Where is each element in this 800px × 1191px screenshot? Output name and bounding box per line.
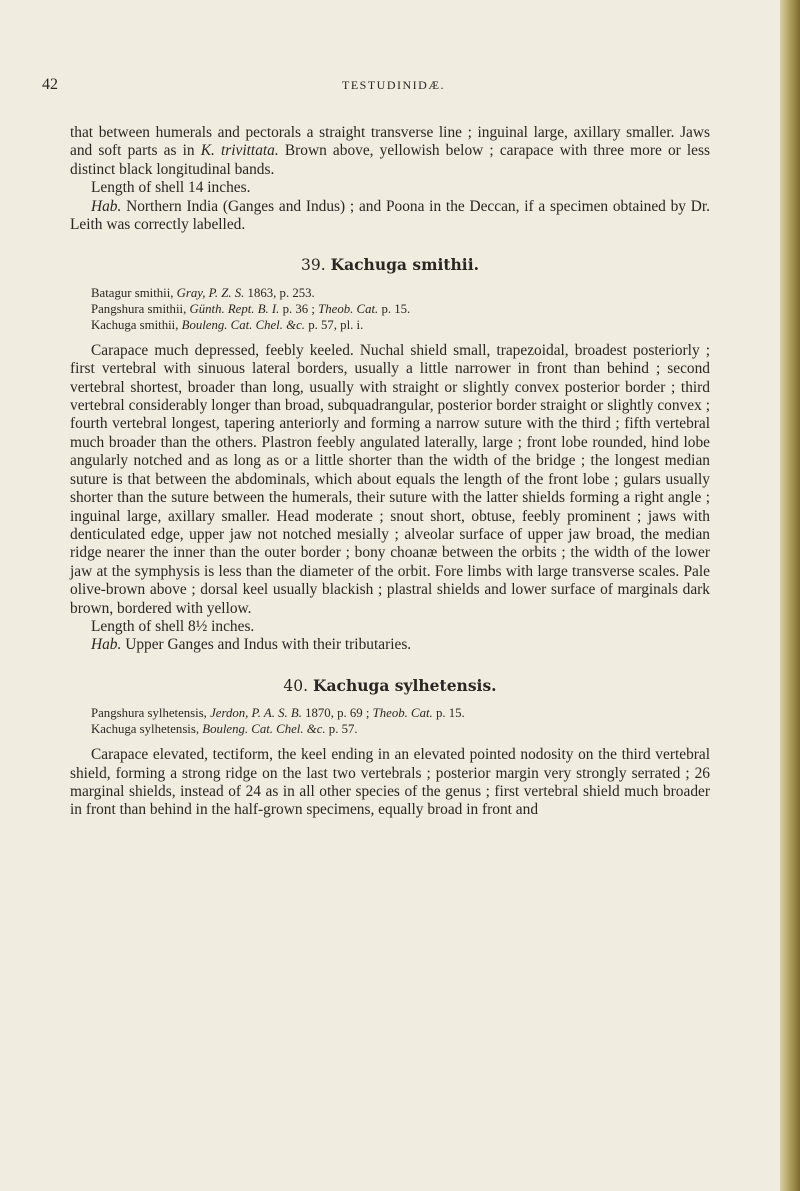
synonym-line: Pangshura smithii, Günth. Rept. B. I. p. 36 ; Theob. Cat. p. 15. [91, 301, 411, 316]
species-39-heading: 39. Kachuga smithii. [301, 255, 479, 275]
synonym-line: Pangshura sylhetensis, Jerdon, P. A. S. B. 1870, p. 69 ; Theob. Cat. p. 15. [91, 706, 465, 721]
genus-reference: K. trivittata. [200, 142, 279, 160]
habitat-paragraph: Hab. Upper Ganges and Indus with their tributaries. [91, 636, 412, 654]
species-39-description: Carapace much depressed, feebly keeled. Nuchal shield small, trapezoidal, broadest posteriorly ; first vertebral with sinuous lateral borders, usually a little narrower in front than behind ; second vertebral shortest, broader than long, usually with straight or slightly convex posterior border ; third vertebral considerably longer than broad, subquadrangular, posterior border straight or slightly convex ; fourth vertebral longest, tapering anteriorly and forming a narrow suture with the third ; fifth vertebral much broader than the others. Plastron feebly angulated laterally, large ; front lobe rounded, hind lobe angularly notched and as long as or a little shorter than the width of the bridge ; the longest median suture is that between the abdominals, which about equals the length of the front lobe ; gulars usually shorter than the suture between the humerals, their suture with the latter shields forming a right angle ; inguinal large, axillary smaller. Head moderate ; snout short, obtuse, feebly prominent ; jaws with denticulated edge, upper jaw not notched mesially ; alveolar surface of upper jaw broad, the median ridge nearer the inner than the outer border ; bony choanæ between the orbits ; the width of the lower jaw at the symphysis is less than the diameter of the orbit. Fore limbs with large transverse scales. Pale olive-brown above ; dorsal keel usually blackish ; plastral shields and lower surface of marginals dark brown, bordered with yellow. [70, 341, 710, 617]
species-40-heading: 40. Kachuga sylhetensis. [283, 675, 497, 695]
habitat-label: Hab. [91, 197, 122, 215]
running-header [0, 76, 790, 96]
synonym-line: Kachuga sylhetensis, Bouleng. Cat. Chel. &c. p. 57. [91, 722, 358, 737]
shell-length: Length of shell 8½ inches. [91, 617, 255, 635]
synonym-line: Batagur smithii, Gray, P. Z. S. 1863, p. 253. [91, 285, 315, 300]
habitat-paragraph: Hab. Northern India (Ganges and Indus) ; and Poona in the Deccan, if a specimen obtained by Dr. Leith was correctly labelled. [70, 197, 710, 234]
running-title: TESTUDINIDÆ. [342, 78, 445, 92]
page-body [70, 124, 710, 820]
page-number: 42 [42, 76, 58, 93]
species-40-description: Carapace elevated, tectiform, the keel ending in an elevated pointed nodosity on the third vertebral shield, forming a strong ridge on the last two vertebrals ; posterior margin very strongly serrated ; 26 marginal shields, instead of 24 as in all other species of the genus ; first vertebral shield much broader in front than behind in the half-grown specimens, equally broad in front and [70, 746, 710, 819]
page-edge-shadow [780, 0, 800, 1191]
synonym-line: Kachuga smithii, Bouleng. Cat. Chel. &c. p. 57, pl. i. [91, 317, 364, 332]
shell-length: Length of shell 14 inches. [91, 179, 251, 197]
habitat-label: Hab. [91, 636, 122, 654]
intro-paragraph: that between humerals and pectorals a straight transverse line ; inguinal large, axillary smaller. Jaws and soft parts as in K. trivittata. Brown above, yellowish below ; carapace with three more or less distinct black longitudinal bands. [70, 124, 710, 178]
